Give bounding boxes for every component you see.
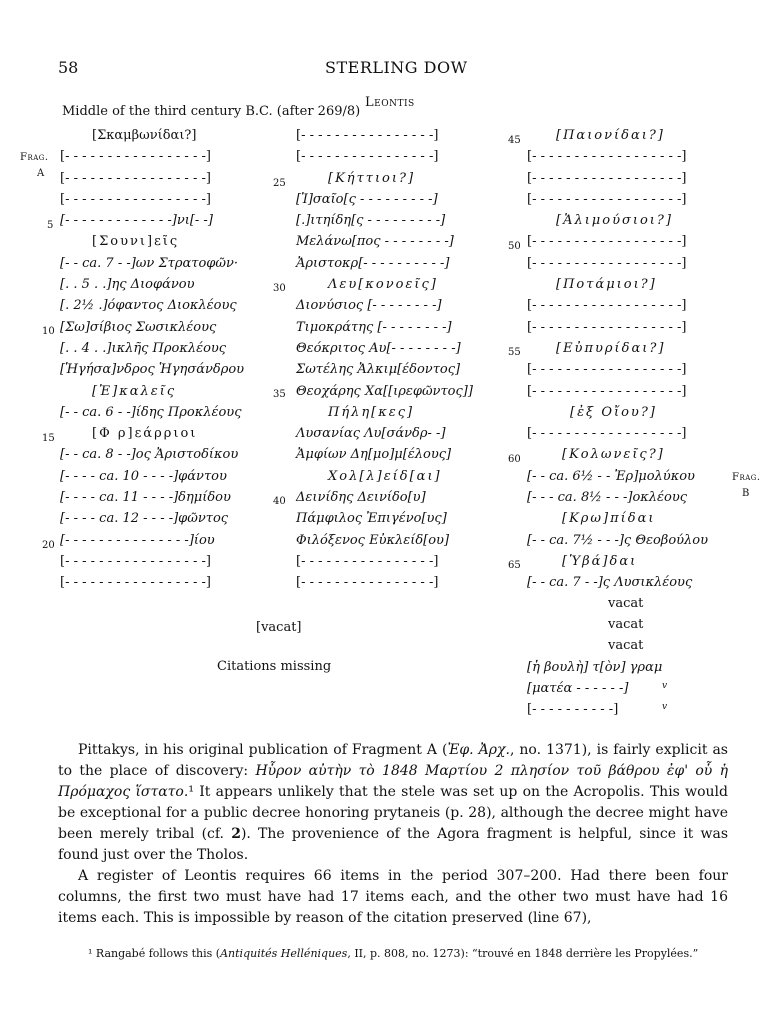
col2-line: [- - - - - - - - - - - - - - - -] — [296, 128, 439, 143]
col3-line: [- - ca. 7½ - - -]ς Θεοβούλου — [527, 533, 709, 548]
line-number-45: 45 — [508, 135, 521, 146]
frag-a-label: Frag. — [20, 152, 49, 163]
col3-line: [- - - - - - - - - - - - - - - - - -] — [527, 192, 687, 207]
col1-line: [- - - - - - - - - - - - -]νι[- -] — [60, 213, 213, 228]
col2-line: Σωτέλης Ἀλκιμ[έδοντος] — [296, 362, 461, 377]
line-number-50: 50 — [508, 241, 521, 252]
col2-line: Δεινίδης Δεινίδο[υ] — [296, 490, 426, 505]
frag-b-letter: B — [742, 488, 750, 499]
col3-line: [- - - - - - - - - - - - - - - - - -] — [527, 362, 687, 377]
col2-line: Θεοχάρης Χα[[ιρεφῶντος]] — [296, 384, 473, 399]
col1-line: [- - - - ca. 11 - - - -]δημίδου — [60, 490, 231, 505]
col1-line: [- - - - - - - - - - - - - - - - -] — [60, 554, 211, 569]
col1-line: [Ἡγήσα]νδρος Ἡγησάνδρου — [60, 362, 245, 377]
col2-line: Ἀριστοκρ[- - - - - - - - - -] — [296, 256, 450, 271]
col2-line: [.]ιτηίδη[ς - - - - - - - - -] — [296, 213, 446, 228]
col2-line: [- - - - - - - - - - - - - - - -] — [296, 575, 439, 590]
col3-line: [Εὐπυρίδαι?] — [556, 341, 666, 356]
paragraph: Pittakys, in his original publication of Fragment A (Ἐφ. Ἀρχ., no. 1371), is fairly explicit as to the place of discovery: Ηὗρον αὐτὴν τὸ 1848 Μαρτίου 2 πλησίον τοῦ βάθρου ἐφ' οὗ ἡ Πρόμαχος ἵστατο.¹ It appears unlikely that the stele was set up on the Acropolis. This would be exceptional for a public decree honoring prytaneis (p. 28), although the decree might have been merely tribal (cf. 2). The provenience of the Agora fragment is helpful, since it was found just over the Tholos. — [58, 742, 728, 863]
section-date: Middle of the third century B.C. (after 269/8) — [62, 104, 361, 119]
col2-line: Θεόκριτος Αυ[- - - - - - - -] — [296, 341, 461, 356]
line-number-10: 10 — [42, 326, 55, 337]
col1-line: [. . 5 . .]ης Διοφάνου — [60, 277, 195, 292]
footnote: ¹ Rangabé follows this (Antiquités Helléniques, II, p. 808, no. 1273): “trouvé en 1848 derrière les Propylées.” — [88, 947, 699, 960]
col1-line: [Ἐ]καλεῖς — [92, 384, 177, 399]
col1-line: [Σω]σίβιος Σωσικλέους — [60, 320, 217, 335]
line-number-25: 25 — [273, 178, 286, 189]
commentary — [58, 740, 728, 929]
col3-line: [Ὑβά]δαι — [562, 554, 638, 569]
line-number-55: 55 — [508, 347, 521, 358]
col1-line: [Σουνι]εῖς — [92, 234, 180, 249]
col3-line: [- - - - - - - - - - - - - - - - - -] — [527, 320, 687, 335]
col1-line: [. . 4 . .]ικλῆς Προκλέους — [60, 341, 227, 356]
col1-vacat: [vacat] — [256, 620, 302, 635]
col3-line: [- - - - - - - - - - - - - - - - - -] — [527, 426, 687, 441]
col2-line: [- - - - - - - - - - - - - - - -] — [296, 554, 439, 569]
col3-line: [- - ca. 6½ - - Ἐρ]μολύκου — [527, 469, 695, 484]
col2-line: Λυσανίας Λυ[σάνδρ- -] — [296, 426, 446, 441]
col2-line: Πάμφιλος Ἐπιγένο[υς] — [296, 511, 447, 526]
col3-line: [- - - - - - - - - - - - - - - - - -] — [527, 384, 687, 399]
col3-vacat: vacat — [608, 638, 644, 653]
col2-line: Λευ[κονοεῖς] — [328, 277, 438, 292]
line-number-5: 5 — [47, 220, 54, 231]
col3-line: [- - - ca. 8½ - - -]οκλέους — [527, 490, 688, 505]
col3-line: [- - - - - - - - - - - - - - - - - -] — [527, 171, 687, 186]
col2-line: [Ἰ]σαῖο[ς - - - - - - - - -] — [296, 192, 438, 207]
vacat-mark: v — [662, 702, 668, 712]
running-title: STERLING DOW — [325, 58, 468, 77]
line-number-60: 60 — [508, 454, 521, 465]
col1-line: [- - - - ca. 12 - - - -]φῶντος — [60, 511, 229, 526]
col2-line: Πήλη[κες] — [328, 405, 415, 420]
col3-line: [- - - - - - - - - - - - - - - - - -] — [527, 234, 687, 249]
col1-line: [- - - - - - - - - - - - - - - - -] — [60, 192, 211, 207]
col1-line: [Σκαμβωνίδαι?] — [92, 128, 197, 143]
col3-line: [- - ca. 7 - -]ς Λυσικλέους — [527, 575, 693, 590]
col1-line: [- - ca. 7 - -]ων Στρατοφῶν· — [60, 256, 239, 271]
col3-line: [Παιονίδαι?] — [556, 128, 665, 143]
col3-citation-line: [- - - - - - - - - -] — [527, 702, 619, 717]
col3-line: [- - - - - - - - - - - - - - - - - -] — [527, 149, 687, 164]
col3-citation-line: [ματέα - - - - - -] — [527, 681, 629, 696]
line-number-40: 40 — [273, 496, 286, 507]
col2-line: Φιλόξενος Εὐκλείδ[ου] — [296, 533, 450, 548]
tribe-heading: Leontis — [365, 95, 415, 110]
line-number-35: 35 — [273, 389, 286, 400]
col2-line: Τιμοκράτης [- - - - - - - -] — [296, 320, 452, 335]
col3-line: [Ἁλιμούσιοι?] — [556, 213, 673, 228]
col1-line: [- - ca. 6 - -]ίδης Προκλέους — [60, 405, 242, 420]
col3-line: [- - - - - - - - - - - - - - - - - -] — [527, 298, 687, 313]
vacat-mark: v — [662, 681, 668, 691]
col3-citation-line: [ἡ βουλὴ] τ[ὸν] γραμ — [527, 660, 663, 675]
col3-vacat: vacat — [608, 596, 644, 611]
col2-line: Χολ[λ]είδ[αι] — [328, 469, 442, 484]
line-number-15: 15 — [42, 433, 55, 444]
col1-line: [- - - - - - - - - - - - - - - - -] — [60, 149, 211, 164]
col3-line: [ἐξ Οἴου?] — [570, 405, 657, 420]
col1-line: [Φ ρ]εάρριοι — [92, 426, 198, 441]
col1-line: [- - ca. 8 - -]ος Ἀριστοδίκου — [60, 447, 239, 462]
col1-line: [- - - - - - - - - - - - - - - - -] — [60, 171, 211, 186]
col2-line: Μελάνω[πος - - - - - - - -] — [296, 234, 454, 249]
col2-line: [- - - - - - - - - - - - - - - -] — [296, 149, 439, 164]
col3-line: [Κρω]πίδαι — [562, 511, 656, 526]
paragraph: A register of Leontis requires 66 items in the period 307–200. Had there been four columns, the first two must have had 17 items each, and the other two must have had 16 items each. This is impossible by reason of the citation preserved (line 67), — [58, 868, 728, 926]
col3-line: [Κολωνεῖς?] — [562, 447, 665, 462]
col1-line: [- - - - - - - - - - - - - - - - -] — [60, 575, 211, 590]
col1-line: [- - - - ca. 10 - - - -]φάντου — [60, 469, 227, 484]
line-number-20: 20 — [42, 540, 55, 551]
frag-a-letter: A — [37, 168, 45, 179]
col2-line: Διονύσιος [- - - - - - - -] — [296, 298, 442, 313]
col1-line: [- - - - - - - - - - - - - - -]ίου — [60, 533, 215, 548]
col3-line: [Ποτάμιοι?] — [556, 277, 657, 292]
line-number-30: 30 — [273, 283, 286, 294]
col2-line: [Κήττιοι?] — [328, 171, 416, 186]
col2-line: Ἀμφίων Δη[μο]μ[έλους] — [296, 447, 452, 462]
line-number-65: 65 — [508, 560, 521, 571]
col1-line: [. 2½ .]όφαντος Διοκλέους — [60, 298, 237, 313]
col3-line: [- - - - - - - - - - - - - - - - - -] — [527, 256, 687, 271]
page-number: 58 — [58, 58, 79, 77]
citations-missing: Citations missing — [217, 659, 332, 674]
col3-vacat: vacat — [608, 617, 644, 632]
frag-b-label: Frag. — [732, 472, 761, 483]
